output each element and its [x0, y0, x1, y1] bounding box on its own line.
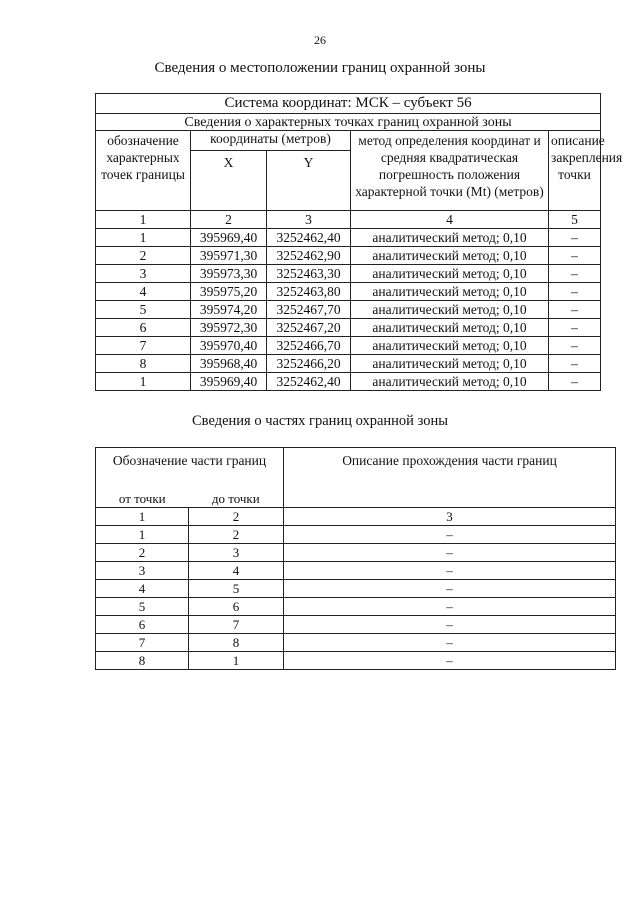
description-cell: –: [284, 544, 616, 562]
column-number: 3: [267, 211, 351, 229]
method-cell: аналитический метод; 0,10: [351, 319, 549, 337]
y-cell: 3252462,40: [267, 229, 351, 247]
method-cell: аналитический метод; 0,10: [351, 229, 549, 247]
column-number: 1: [96, 508, 189, 526]
table-row: [96, 247, 601, 265]
from-cell: 2: [96, 544, 189, 562]
method-cell: аналитический метод; 0,10: [351, 265, 549, 283]
table-row: [96, 283, 601, 301]
column-number: 3: [284, 508, 616, 526]
points-subheader: Сведения о характерных точках границ охранной зоны: [96, 114, 601, 131]
to-cell: 5: [189, 580, 284, 598]
y-cell: 3252467,70: [267, 301, 351, 319]
to-cell: 3: [189, 544, 284, 562]
y-header: Y: [267, 151, 351, 211]
y-cell: 3252466,20: [267, 355, 351, 373]
point-cell: 5: [96, 301, 191, 319]
column-number: 2: [191, 211, 267, 229]
point-cell: 1: [96, 373, 191, 391]
column-number: 2: [189, 508, 284, 526]
coordinates-header: координаты (метров): [191, 131, 351, 151]
from-cell: 4: [96, 580, 189, 598]
designation-header: обозначение характерных точек границы: [96, 131, 191, 211]
description-cell: –: [284, 616, 616, 634]
description-cell: –: [549, 265, 601, 283]
method-header: метод определения координат и средняя квадратическая погрешность положения характерной точки (Mt) (метров): [351, 131, 549, 211]
point-cell: 4: [96, 283, 191, 301]
description-cell: –: [549, 355, 601, 373]
description-cell: –: [284, 598, 616, 616]
description-cell: –: [549, 283, 601, 301]
part-designation-header: Обозначение части границ: [96, 448, 284, 490]
method-cell: аналитический метод; 0,10: [351, 373, 549, 391]
point-cell: 2: [96, 247, 191, 265]
description-cell: –: [549, 301, 601, 319]
table-row: [96, 598, 616, 616]
method-cell: аналитический метод; 0,10: [351, 337, 549, 355]
table-row: [96, 337, 601, 355]
description-cell: –: [284, 634, 616, 652]
method-cell: аналитический метод; 0,10: [351, 283, 549, 301]
y-cell: 3252463,80: [267, 283, 351, 301]
description-cell: –: [284, 580, 616, 598]
table-row: [96, 301, 601, 319]
table-row: [96, 229, 601, 247]
description-cell: –: [549, 247, 601, 265]
table-row: [96, 562, 616, 580]
characteristic-points-table: [95, 93, 623, 391]
x-cell: 395972,30: [191, 319, 267, 337]
to-cell: 7: [189, 616, 284, 634]
point-cell: 1: [96, 229, 191, 247]
table-row: [96, 526, 616, 544]
method-cell: аналитический метод; 0,10: [351, 355, 549, 373]
y-cell: 3252463,30: [267, 265, 351, 283]
table-row: [96, 544, 616, 562]
method-cell: аналитический метод; 0,10: [351, 301, 549, 319]
description-cell: –: [549, 337, 601, 355]
table-row: [96, 373, 601, 391]
to-cell: 1: [189, 652, 284, 670]
point-cell: 3: [96, 265, 191, 283]
y-cell: 3252466,70: [267, 337, 351, 355]
from-point-header: от точки: [96, 489, 189, 508]
to-point-header: до точки: [189, 489, 284, 508]
from-cell: 5: [96, 598, 189, 616]
x-cell: 395969,40: [191, 229, 267, 247]
table-row: [96, 634, 616, 652]
method-cell: аналитический метод; 0,10: [351, 247, 549, 265]
point-cell: 8: [96, 355, 191, 373]
table-row: [96, 355, 601, 373]
x-cell: 395974,20: [191, 301, 267, 319]
from-cell: 7: [96, 634, 189, 652]
description-cell: –: [549, 373, 601, 391]
part-description-header: Описание прохождения части границ: [284, 448, 616, 508]
description-header: описание закрепления точки: [549, 131, 601, 211]
from-cell: 1: [96, 526, 189, 544]
table-row: [96, 580, 616, 598]
to-cell: 4: [189, 562, 284, 580]
column-number: 5: [549, 211, 601, 229]
x-cell: 395975,20: [191, 283, 267, 301]
coordinate-system-header: Система координат: МСК – субъект 56: [96, 94, 601, 114]
point-cell: 7: [96, 337, 191, 355]
x-cell: 395971,30: [191, 247, 267, 265]
from-cell: 8: [96, 652, 189, 670]
table-row: [96, 616, 616, 634]
column-number: 1: [96, 211, 191, 229]
section-title-parts: Сведения о частях границ охранной зоны: [192, 413, 448, 429]
description-cell: –: [284, 526, 616, 544]
to-cell: 8: [189, 634, 284, 652]
table-row: [96, 265, 601, 283]
boundary-parts-table: [95, 447, 616, 670]
section-title-location: Сведения о местоположении границ охранной зоны: [154, 60, 486, 76]
x-cell: 395973,30: [191, 265, 267, 283]
table-row: [96, 652, 616, 670]
x-cell: 395968,40: [191, 355, 267, 373]
to-cell: 6: [189, 598, 284, 616]
x-header: X: [191, 151, 267, 211]
description-cell: –: [549, 229, 601, 247]
to-cell: 2: [189, 526, 284, 544]
table-row: [96, 319, 601, 337]
description-cell: –: [284, 652, 616, 670]
column-number: 4: [351, 211, 549, 229]
x-cell: 395969,40: [191, 373, 267, 391]
y-cell: 3252462,40: [267, 373, 351, 391]
y-cell: 3252462,90: [267, 247, 351, 265]
from-cell: 6: [96, 616, 189, 634]
description-cell: –: [284, 562, 616, 580]
description-cell: –: [549, 319, 601, 337]
from-cell: 3: [96, 562, 189, 580]
page-number: 26: [314, 33, 326, 47]
x-cell: 395970,40: [191, 337, 267, 355]
y-cell: 3252467,20: [267, 319, 351, 337]
point-cell: 6: [96, 319, 191, 337]
